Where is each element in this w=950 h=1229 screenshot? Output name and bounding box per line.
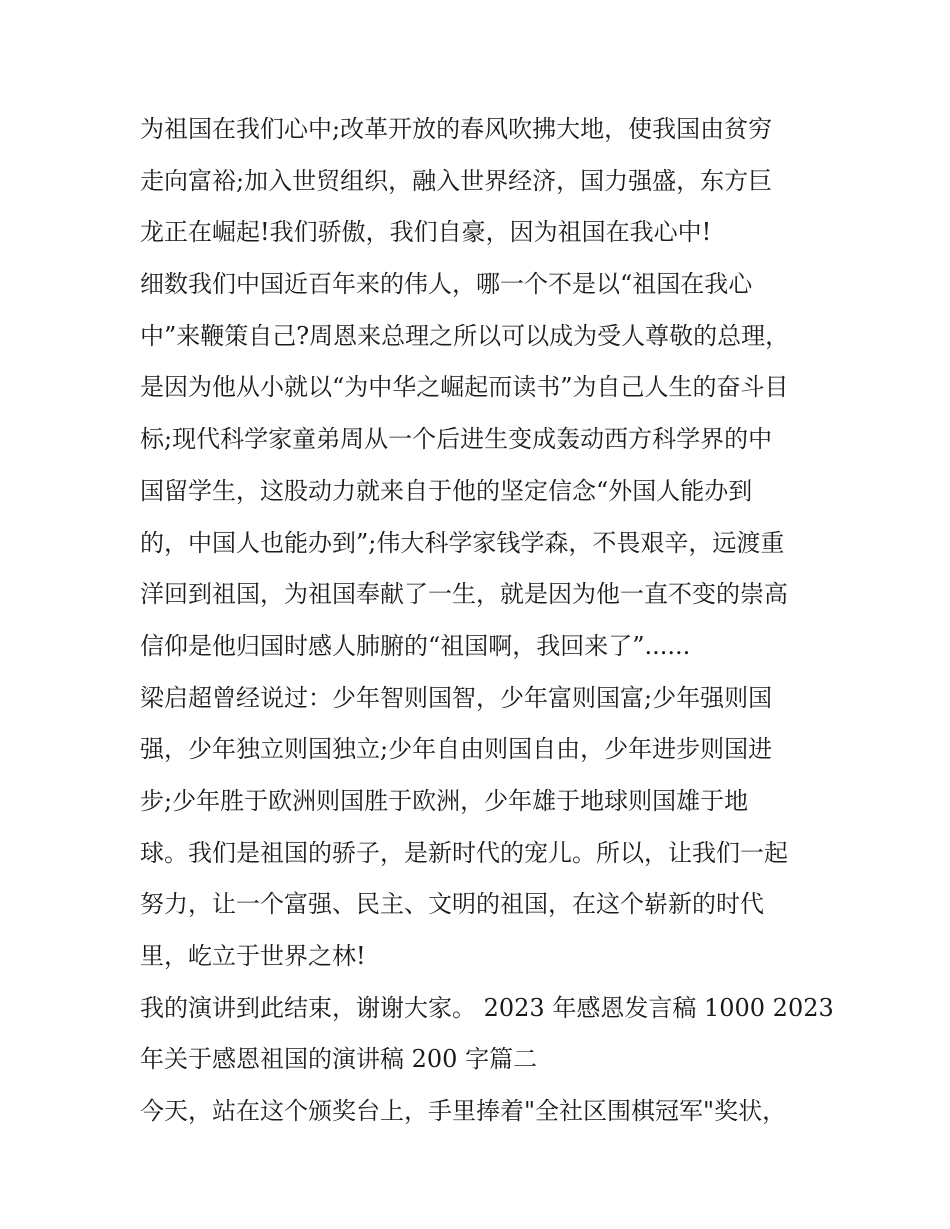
text-line: 努力，让一个富强、民主、文明的祖国，在这个崭新的时代 — [140, 890, 764, 919]
text-line: 里，屹立于世界之林! — [140, 942, 366, 970]
text-line: 的，中国人也能办到”;伟大科学家钱学森，不畏艰辛，远渡重 — [140, 528, 785, 557]
text-line: 洋回到祖国，为祖国奉献了一生，就是因为他一直不变的崇高 — [140, 580, 788, 609]
text-line: 国留学生，这股动力就来自于他的坚定信念“外国人能办到 — [140, 476, 753, 505]
text-line: 球。我们是祖国的骄子，是新时代的宠儿。所以，让我们一起 — [140, 838, 788, 867]
body-text — [140, 104, 834, 1138]
text-line: 走向富裕;加入世贸组织，融入世界经济，国力强盛，东方巨 — [140, 166, 773, 195]
text-line: 强，少年独立则国独立;少年自由则国自由，少年进步则国进 — [140, 735, 773, 764]
text-line: 信仰是他归国时感人肺腑的“祖国啊，我回来了”...... — [140, 631, 691, 660]
text-line: 年关于感恩祖国的演讲稿 200 字篇二 — [140, 1045, 538, 1074]
text-line: 为祖国在我们心中;改革开放的春风吹拂大地，使我国由贫穷 — [140, 115, 773, 143]
text-line: 细数我们中国近百年来的伟人，哪一个不是以“祖国在我心 — [140, 270, 753, 299]
text-line: 梁启超曾经说过：少年智则国智，少年富则国富;少年强则国 — [140, 683, 773, 712]
text-line: 是因为他从小就以“为中华之崛起而读书”为自己人生的奋斗目 — [140, 373, 789, 402]
text-line: 龙正在崛起!我们骄傲，我们自豪，因为祖国在我心中! — [140, 218, 712, 247]
text-line: 今天，站在这个颁奖台上，手里捧着"全社区围棋冠军"奖状， — [140, 1097, 787, 1126]
text-line: 步;少年胜于欧洲则国胜于欧洲，少年雄于地球则国雄于地 — [140, 786, 749, 815]
text-line: 标;现代科学家童弟周从一个后进生变成轰动西方科学界的中 — [140, 425, 773, 454]
text-line: 中”来鞭策自己?周恩来总理之所以可以成为受人尊敬的总理， — [140, 321, 790, 350]
text-line: 我的演讲到此结束，谢谢大家。 2023 年感恩发言稿 1000 2023 — [140, 993, 834, 1022]
